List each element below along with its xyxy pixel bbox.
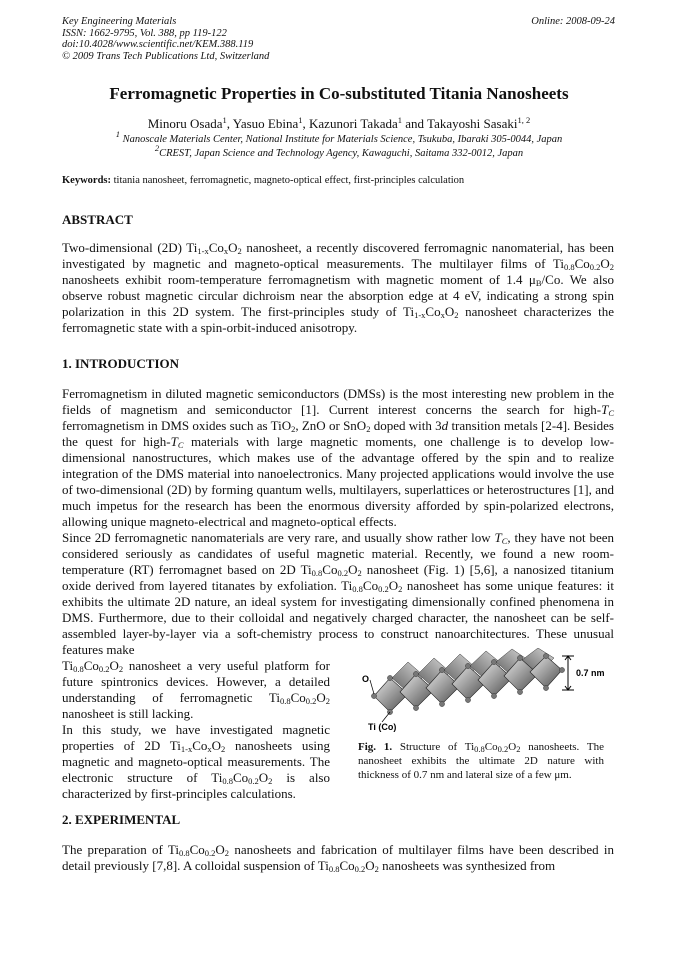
paper-title: Ferromagnetic Properties in Co-substituted Titania Nanosheets — [109, 84, 569, 103]
author: , Kazunori Takada — [302, 116, 398, 131]
abstract-paragraph: Two-dimensional (2D) $Ti_{1-x}Co_xO_2$ nanosheet, a recently discovered ferromagnic nanomaterial, has been investigated by magnetic and magneto-optical measurements. The multilayer films of $Ti_{0.8}Co_{0.2}O_2$ nanosheets exhibit room-temperature ferromagnetism with magnetic moment of 1.4 $\mu_B/Co$. We also observe robust magnetic circular dichroism near the absorption edge at 4 eV, indicating a strong spin polarization in this 2D system. The first-principles study of $Ti_{1-x}Co_xO_2$ nanosheet characterizes the ferromagnetic state with a spin-orbit-induced anisotropy. — [62, 240, 614, 335]
online-date: Online: 2008-09-24 — [531, 16, 615, 27]
author-sup: 1, 2 — [517, 115, 531, 125]
figure-1-caption: Fig. 1. Structure of $Ti_{0.8}Co_{0.2}O_2$ nanosheets. The nanosheet exhibits the ultimate 2D nature with thickness of 0.7 nm and lateral size of a few μm. — [358, 741, 604, 781]
author-list — [62, 116, 616, 132]
keywords-label: Keywords: — [62, 175, 111, 186]
keywords — [62, 175, 464, 186]
introduction-paragraph-continued: $Ti_{0.8}Co_{0.2}O_2$ nanosheet a very useful platform for future spintronics devices. However, a detailed understanding of ferromagnetic $Ti_{0.8}Co_{0.2}O_2$ nanosheet is still lacking. In this study, we have investigated magnetic properties of 2D $Ti_{1-x}Co_xO_2$ nanosheets using magnetic and magneto-optical measurements. The electronic structure of $Ti_{0.8}Co_{0.2}O_2$ is also characterized by first-principles calculations. — [62, 658, 331, 801]
author: , Yasuo Ebina — [226, 116, 299, 131]
author: Minoru Osada — [147, 116, 223, 131]
affiliation-text: CREST, Japan Science and Technology Agency, Kawaguchi, Saitama 332-0012, Japan — [159, 148, 524, 159]
thickness-label: 0.7 nm — [576, 668, 605, 678]
affiliation-sup: 2 — [154, 143, 160, 153]
affiliation-2 — [62, 143, 616, 159]
introduction-paragraph: Ferromagnetism in diluted magnetic semiconductors (DMSs) is the most interesting new problem in the fields of magnetism and semiconductor [1]. Current interest concerns the search for high-$T_C$ ferromagnetism in DMS oxides such as TiO$_2$, ZnO or SnO$_2$ doped with 3d transition metals [2-4]. Besides the quest for high-$T_C$ materials with large magnetic moments, one challenge is to develop low-dimensional nanostructures, which makes use of the advantage offered by the spin and to realize integration of the DMS material into nanoelectronics. Many projected applications would involve the use of two-dimensional (2D) by forming quantum wells, multilayers, superlattices or heterostructures [1], and much impetus for the research has been the enormous diversity afforded by spin-polarized electrons, allowing unique magneto-electrical and magneto-optical effects. Since 2D ferromagnetic nanomaterials are very rare, and usually show rather low $T_C$, they have not been considered seriously as candidates of useful magnetic material. Recently, we found a new room-temperature (RT) ferromagnet based on 2D $Ti_{0.8}Co_{0.2}O_2$ nanosheet (Fig. 1) [5,6], a nanosized titanium oxide derived from layered titanates by exfoliation. $Ti_{0.8}Co_{0.2}O_2$ nanosheet has some unique features: it exhibits the ultimate 2D nature, an ideal system for investigating dimensionally confined phenomena in DMS. Furthermore, due to their colloidal and negatively charged character, the nanosheet can be self-assembled layer-by-layer via a soft-chemistry process to construct nanoarchitectures. These unusual features make — [62, 386, 615, 657]
copyright: © 2009 Trans Tech Publications Ltd, Switzerland — [62, 50, 270, 62]
author: and Takayoshi Sasaki — [402, 116, 518, 131]
figure-1 — [362, 648, 610, 732]
experimental-paragraph: The preparation of $Ti_{0.8}Co_{0.2}O_2$ nanosheets and fabrication of multilayer films have been described in detail previously [7,8]. A colloidal suspension of $Ti_{0.8}Co_{0.2}O_2$ nanosheets was synthesized from — [62, 842, 615, 874]
affiliation-text: Nanoscale Materials Center, National Institute for Materials Science, Tsukuba, Ibaraki 305-0044, Japan — [119, 134, 563, 145]
journal-header — [62, 16, 269, 62]
journal-name: Key Engineering Materials — [62, 16, 177, 27]
doi: doi:10.4028/www.scientific.net/KEM.388.119 — [62, 39, 254, 50]
affiliation-sup: 1 — [115, 129, 120, 139]
author-sup: 1 — [397, 115, 402, 125]
affiliation-1 — [62, 129, 616, 145]
section-heading-introduction: 1. INTRODUCTION — [62, 356, 180, 371]
section-heading-experimental: 2. EXPERIMENTAL — [62, 812, 181, 827]
titanium-label: Ti (Co) — [368, 722, 397, 732]
oxygen-label: O — [362, 674, 370, 684]
author-sup: 1 — [222, 115, 227, 125]
section-heading-abstract: ABSTRACT — [62, 212, 133, 227]
nanosheet-structure-image — [362, 648, 610, 732]
author-sup: 1 — [298, 115, 303, 125]
issn: ISSN: 1662-9795, Vol. 388, pp 119-122 — [62, 27, 227, 39]
figure-caption-label: Fig. 1. — [358, 741, 393, 753]
keywords-text: titania nanosheet, ferromagnetic, magneto-optical effect, first-principles calculation — [111, 175, 465, 186]
